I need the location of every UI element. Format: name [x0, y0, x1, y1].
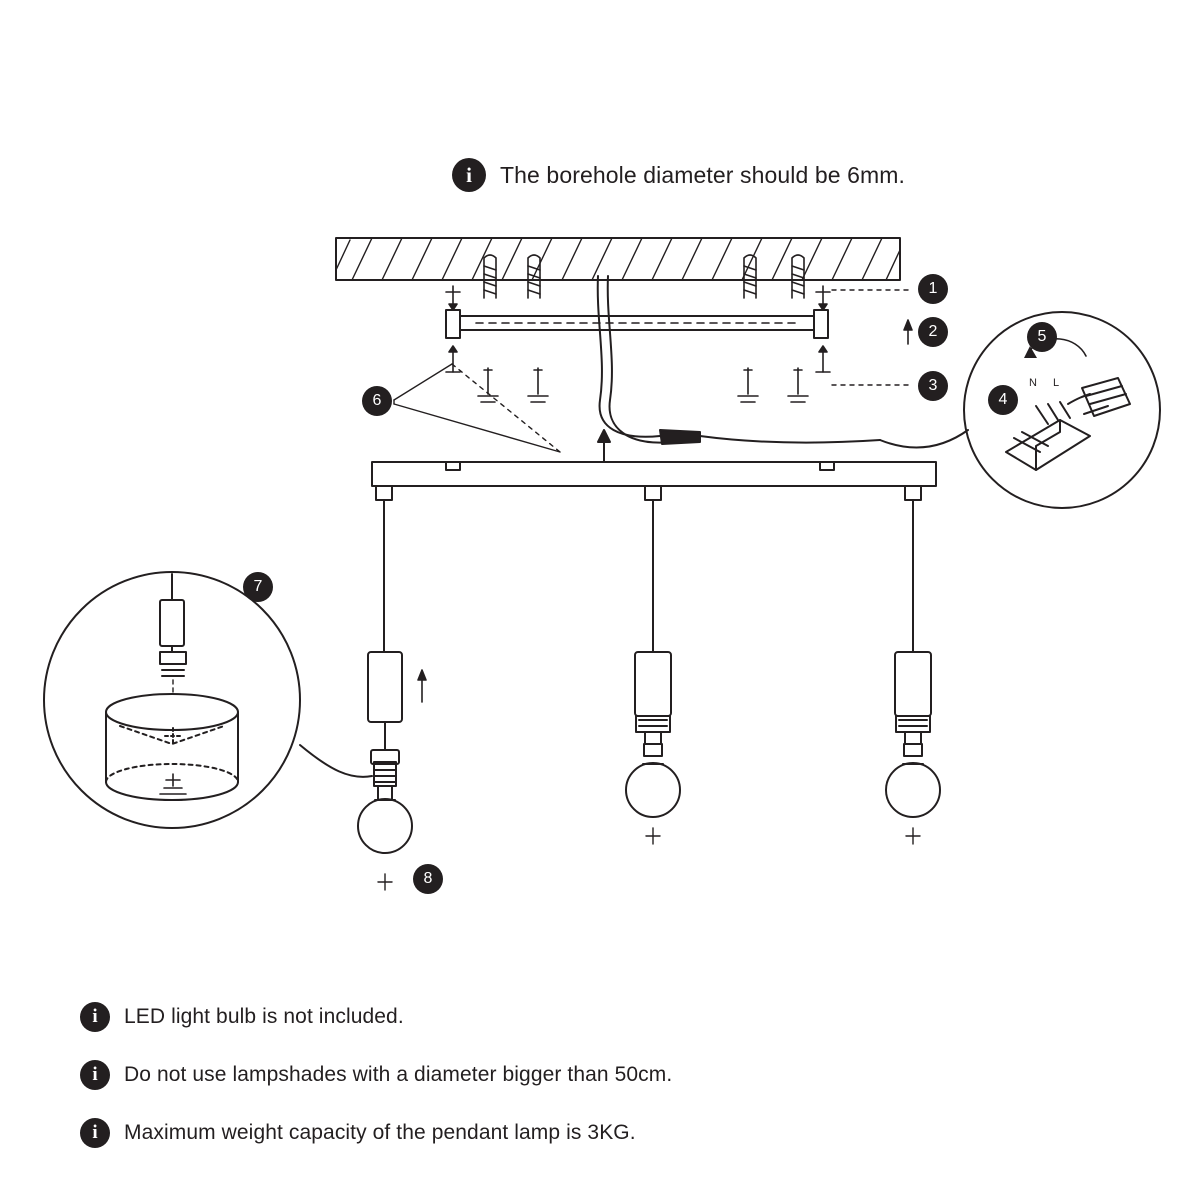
- callout-2-arrow: [904, 320, 912, 344]
- info-icon: i: [452, 158, 486, 192]
- note-led-bulb: [80, 1002, 404, 1032]
- ceiling-slab: [336, 238, 900, 280]
- pendant-right: [886, 486, 940, 844]
- callout-4: 4: [988, 385, 1018, 415]
- screw-bottom-right: [816, 346, 830, 372]
- callout-8: 8: [413, 864, 443, 894]
- note-lampshade-diameter: [80, 1060, 672, 1090]
- terminal-label-neutral: N: [1029, 377, 1037, 389]
- callout-7: 7: [243, 572, 273, 602]
- loose-screws: [478, 368, 808, 402]
- bulb-filament-right: [906, 828, 920, 844]
- info-icon: i: [80, 1002, 110, 1032]
- lamp-socket-right: [896, 716, 930, 756]
- callout-2: 2: [918, 317, 948, 347]
- screw-top-left: [446, 286, 460, 310]
- note-weight-capacity: [80, 1118, 636, 1148]
- callout-1: 1: [918, 274, 948, 304]
- bulb-filament-left: [378, 874, 392, 890]
- note-borehole-text: The borehole diameter should be 6mm.: [500, 161, 906, 188]
- pendant-left: [358, 486, 426, 890]
- slide-arrow-left: [418, 670, 426, 702]
- callout-leaders: [832, 290, 912, 385]
- bulb-right: [886, 763, 940, 817]
- canopy-plate: [372, 462, 936, 486]
- screw-bottom-left: [446, 346, 460, 372]
- lamp-socket-left: [371, 750, 399, 786]
- pendant-middle: [626, 486, 680, 844]
- note-lampshade-diameter-text: Do not use lampshades with a diameter bigger than 50cm.: [124, 1063, 673, 1086]
- terminal-label-live: L: [1053, 377, 1060, 389]
- callout-3: 3: [918, 371, 948, 401]
- detail-lampshade: [44, 572, 372, 828]
- note-weight-capacity-text: Maximum weight capacity of the pendant lamp is 3KG.: [124, 1121, 636, 1144]
- supply-cable: [598, 276, 880, 444]
- mounting-bracket-bar: [446, 310, 828, 338]
- note-borehole: [452, 158, 905, 192]
- lamp-socket-middle: [636, 716, 670, 756]
- screw-top-right: [816, 286, 830, 310]
- callout-6-leaders: [394, 364, 560, 452]
- bulb-middle: [626, 763, 680, 817]
- info-icon: i: [80, 1118, 110, 1148]
- bulb-filament-middle: [646, 828, 660, 844]
- note-led-bulb-text: LED light bulb is not included.: [124, 1005, 404, 1028]
- callout-5: 5: [1027, 322, 1057, 352]
- callout-6: 6: [362, 386, 392, 416]
- bulb-left: [358, 786, 412, 853]
- info-icon: i: [80, 1060, 110, 1090]
